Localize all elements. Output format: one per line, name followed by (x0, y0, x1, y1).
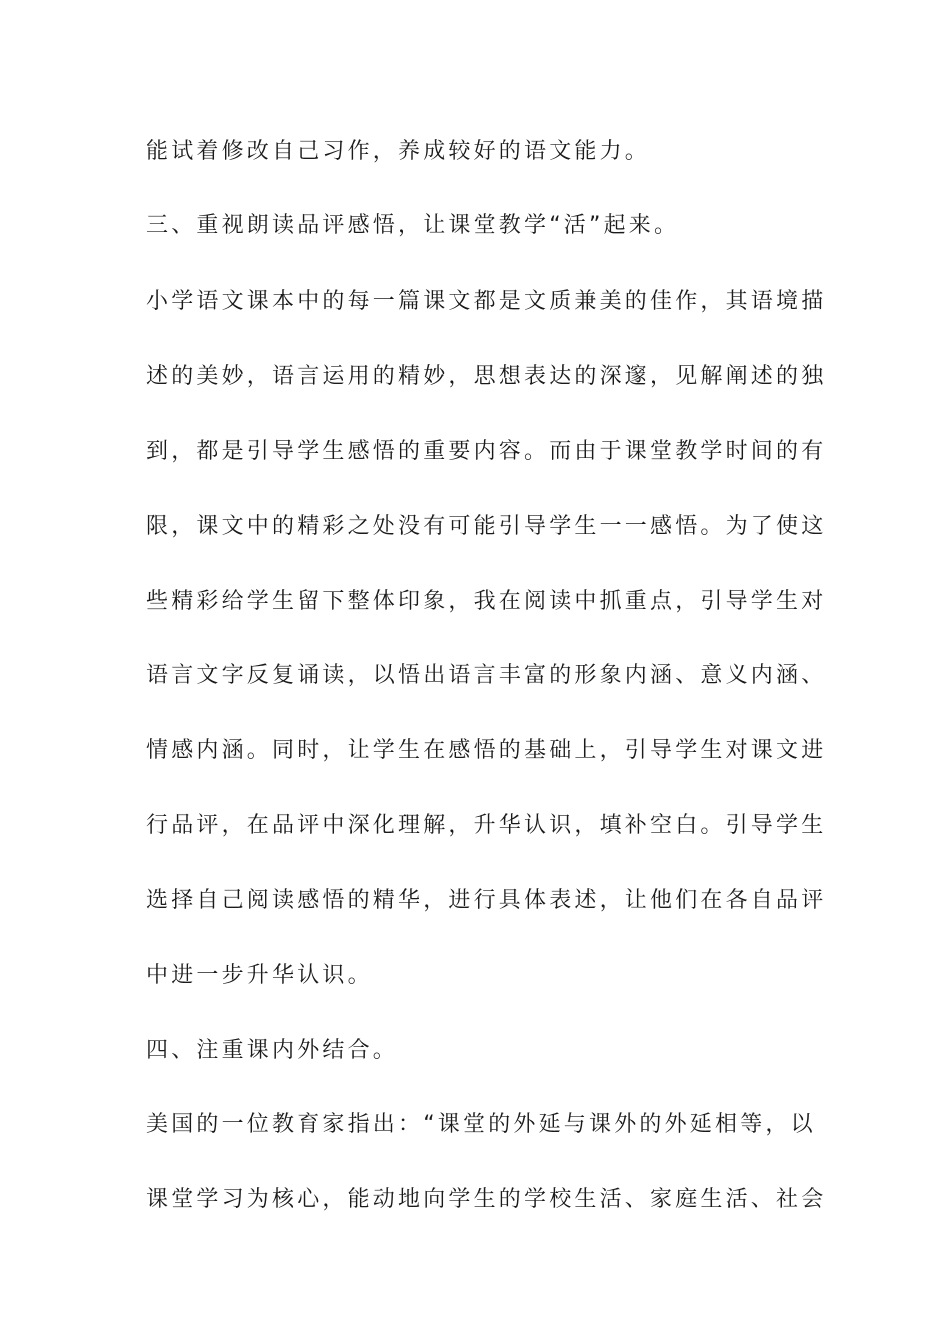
text-line: 选择自己阅读感悟的精华，进行具体表述，让他们在各自品评 (146, 888, 827, 913)
section-heading: 三、重视朗读品评感悟，让课堂教学“活”起来。 (146, 213, 680, 238)
text-line: 行品评，在品评中深化理解，升华认识，填补空白。引导学生 (146, 813, 827, 838)
text-line: 情感内涵。同时，让学生在感悟的基础上，引导学生对课文进 (146, 738, 827, 763)
text-line: 语言文字反复诵读，以悟出语言丰富的形象内涵、意义内涵、 (146, 663, 827, 688)
text-line: 些精彩给学生留下整体印象，我在阅读中抓重点，引导学生对 (146, 589, 827, 614)
text-line: 中进一步升华认识。 (146, 963, 373, 988)
text-line: 述的美妙，语言运用的精妙，思想表达的深邃，见解阐述的独 (146, 364, 827, 389)
text-line: 课堂学习为核心，能动地向学生的学校生活、家庭生活、社会 (146, 1187, 827, 1212)
text-line: 美国的一位教育家指出：“课堂的外延与课外的外延相等，以 (146, 1112, 816, 1137)
text-line: 能试着修改自己习作，养成较好的语文能力。 (146, 139, 651, 164)
text-line: 到，都是引导学生感悟的重要内容。而由于课堂教学时间的有 (146, 439, 827, 464)
text-line: 小学语文课本中的每一篇课文都是文质兼美的佳作，其语境描 (146, 289, 827, 314)
section-heading: 四、注重课内外结合。 (146, 1038, 399, 1063)
text-line: 限，课文中的精彩之处没有可能引导学生一一感悟。为了使这 (146, 514, 827, 539)
